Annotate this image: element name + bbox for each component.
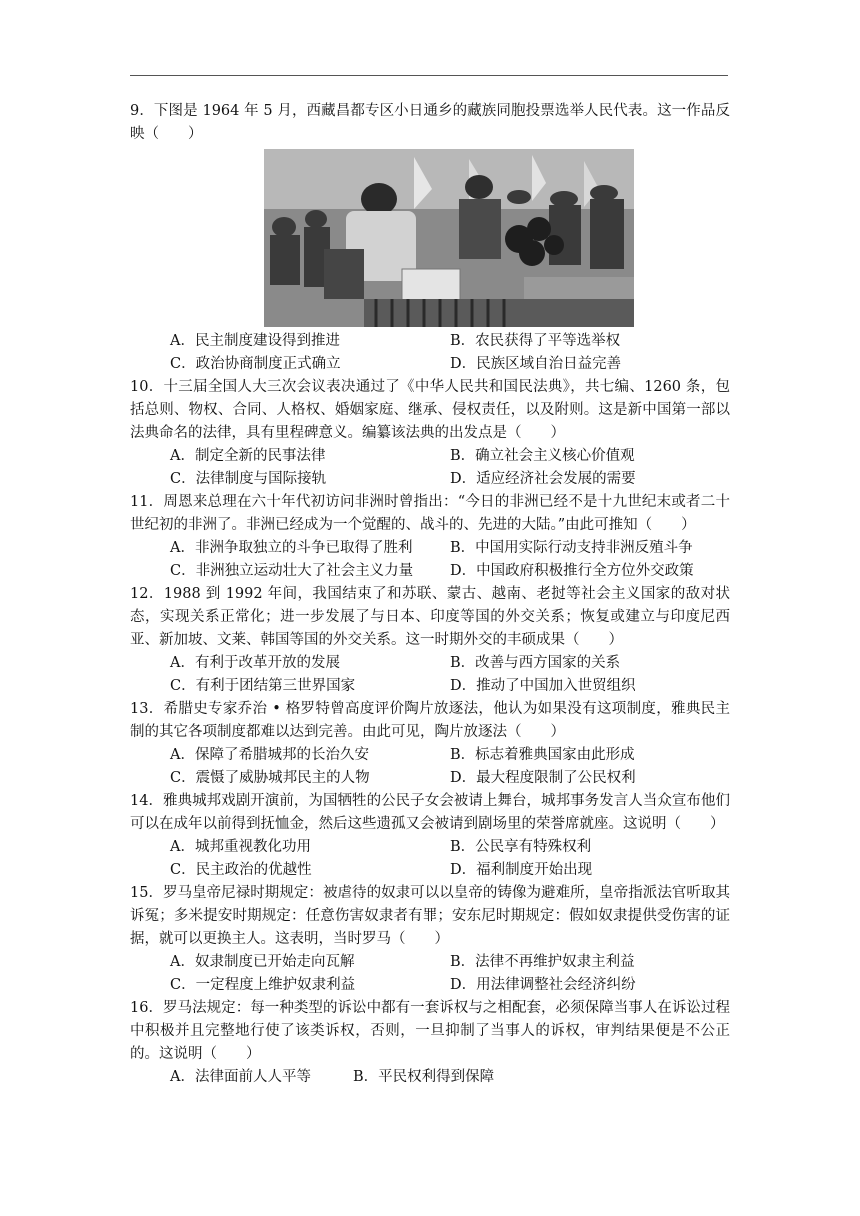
- option-c[interactable]: C．有利于团结第三世界国家: [170, 678, 356, 694]
- question-10-stem: 10．十三届全国人大三次会议表决通过了《中华人民共和国民法典》，共七编、1260 条，包括总则、物权、合同、人格权、婚姻家庭、继承、侵权责任，以及附则。这是新中国第一部以法典命名的法律，具有里程碑意义。编纂该法典的出发点是（ ）: [130, 379, 730, 441]
- question-15-options: [130, 951, 730, 997]
- question-16-options: [130, 1066, 730, 1089]
- option-b[interactable]: B．标志着雅典国家由此形成: [450, 747, 635, 763]
- option-b[interactable]: B．平民权利得到保障: [352, 1069, 495, 1085]
- option-b[interactable]: B．公民享有特殊权利: [450, 839, 592, 855]
- question-13-options: [130, 744, 730, 790]
- voting-photo: [264, 149, 634, 327]
- option-d[interactable]: D．推动了中国加入世贸组织: [450, 678, 636, 694]
- option-a[interactable]: A．制定全新的民事法律: [170, 448, 326, 464]
- option-b[interactable]: B．农民获得了平等选举权: [450, 333, 621, 349]
- option-a[interactable]: A．有利于改革开放的发展: [170, 655, 340, 671]
- option-a[interactable]: A．法律面前人人平等: [170, 1069, 311, 1085]
- option-c[interactable]: C．一定程度上维护奴隶利益: [170, 977, 356, 993]
- question-9-stem: 9．下图是 1964 年 5 月，西藏昌都专区小日通乡的藏族同胞投票选举人民代表。这一作品反映（ ）: [130, 103, 730, 142]
- option-c[interactable]: C．民主政治的优越性: [170, 862, 312, 878]
- question-13-stem: 13．希腊史专家乔治 • 格罗特曾高度评价陶片放逐法，他认为如果没有这项制度，雅典民主制的其它各项制度都难以达到完善。由此可见，陶片放逐法（ ）: [130, 701, 730, 740]
- option-d[interactable]: D．用法律调整社会经济纠纷: [450, 977, 636, 993]
- option-d[interactable]: D．中国政府积极推行全方位外交政策: [450, 563, 694, 579]
- option-d[interactable]: D．福利制度开始出现: [450, 862, 593, 878]
- question-10-options: [130, 445, 730, 491]
- question-12-stem: 12．1988 到 1992 年间，我国结束了和苏联、蒙古、越南、老挝等社会主义国家的敌对状态，实现关系正常化；进一步发展了与日本、印度等国的外交关系；恢复或建立与印度尼西亚、新加坡、文莱、韩国等国的外交关系。这一时期外交的丰硕成果（ ）: [130, 586, 730, 648]
- option-d[interactable]: D．民族区域自治日益完善: [450, 356, 622, 372]
- option-b[interactable]: B．法律不再维护奴隶主利益: [450, 954, 635, 970]
- option-a[interactable]: A．保障了希腊城邦的长治久安: [170, 747, 369, 763]
- option-b[interactable]: B．中国用实际行动支持非洲反殖斗争: [450, 540, 693, 556]
- option-c[interactable]: C．震慑了威胁城邦民主的人物: [170, 770, 370, 786]
- question-11-stem: 11．周恩来总理在六十年代初访问非洲时曾指出：“今日的非洲已经不是十九世纪末或者二十世纪初的非洲了。非洲已经成为一个觉醒的、战斗的、先进的大陆。”由此可推知（ ）: [130, 494, 730, 533]
- option-a[interactable]: A．城邦重视教化功用: [170, 839, 311, 855]
- question-list: [130, 100, 730, 1089]
- header-rule: [130, 75, 728, 76]
- option-b[interactable]: B．改善与西方国家的关系: [450, 655, 621, 671]
- option-a[interactable]: A．非洲争取独立的斗争已取得了胜利: [170, 540, 413, 556]
- option-d[interactable]: D．最大程度限制了公民权利: [450, 770, 636, 786]
- option-a[interactable]: A．奴隶制度已开始走向瓦解: [170, 954, 355, 970]
- option-b[interactable]: B．确立社会主义核心价值观: [450, 448, 635, 464]
- question-9-options: [130, 330, 730, 376]
- question-14-stem: 14．雅典城邦戏剧开演前，为国牺牲的公民子女会被请上舞台，城邦事务发言人当众宣布他们可以在成年以前得到抚恤金，然后这些遗孤又会被请到剧场里的荣誉席就座。这说明（ ）: [130, 793, 730, 832]
- option-a[interactable]: A．民主制度建设得到推进: [170, 333, 340, 349]
- question-14-options: [130, 836, 730, 882]
- option-d[interactable]: D．适应经济社会发展的需要: [450, 471, 636, 487]
- option-c[interactable]: C．非洲独立运动壮大了社会主义力量: [170, 563, 414, 579]
- question-11-options: [130, 537, 730, 583]
- question-16-stem: 16．罗马法规定：每一种类型的诉讼中都有一套诉权与之相配套，必须保障当事人在诉讼过程中积极并且完整地行使了该类诉权，否则，一旦抑制了当事人的诉权，审判结果便是不公正的。这说明（ ）: [130, 1000, 730, 1062]
- question-15-stem: 15．罗马皇帝尼禄时期规定：被虐待的奴隶可以以皇帝的铸像为避难所，皇帝指派法官听取其诉冤；多米提安时期规定：任意伤害奴隶者有罪；安东尼时期规定：假如奴隶提供受伤害的证据，就可以更换主人。这表明，当时罗马（ ）: [130, 885, 730, 947]
- option-c[interactable]: C．政治协商制度正式确立: [170, 356, 341, 372]
- question-12-options: [130, 652, 730, 698]
- option-c[interactable]: C．法律制度与国际接轨: [170, 471, 327, 487]
